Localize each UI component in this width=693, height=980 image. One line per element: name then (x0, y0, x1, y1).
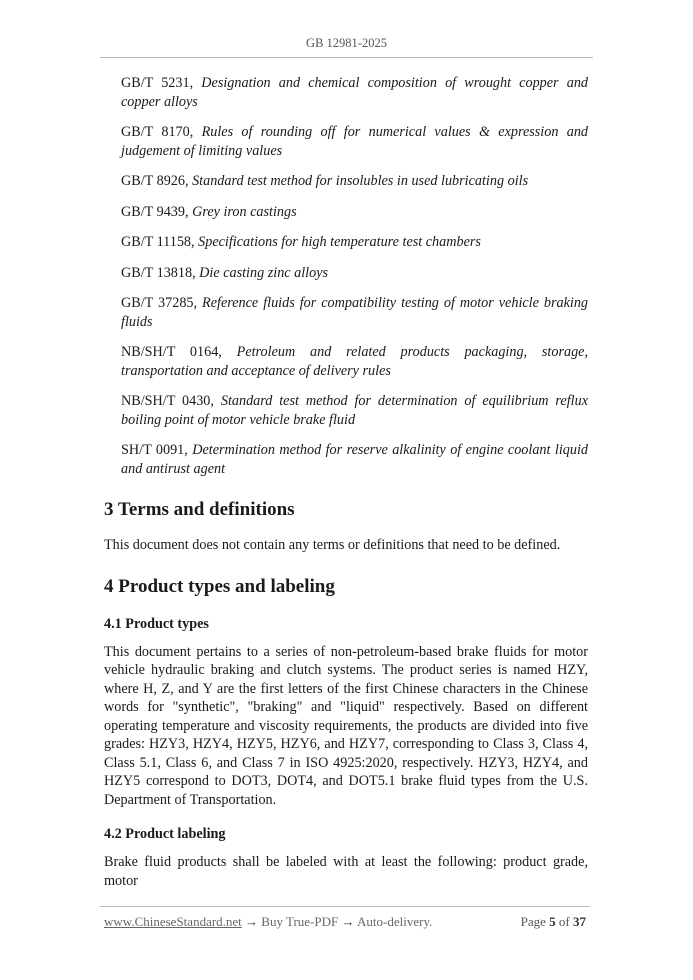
subsection-4-1-text: This document pertains to a series of non-petroleum-based brake fluids for motor vehicle hydraulic braking and clutch systems. The product series is named HZY, where H, Z, and Y are the first letters of the first Chinese characters in the Chinese words for "synthetic", "braking" and "liquid" respectively. Based on different operating temperature and viscosity requirements, the products are divided into five grades: HZY3, HZY4, HZY5, HZY6, and HZY7, corresponding to Class 3, Class 4, Class 5.1, Class 6, and Class 7 in ISO 4925:2020, respectively. HZY3, HZY4, and HZY5 correspond to DOT3, DOT4, and DOT5.1 brake fluid types from the U.S. Department of Transportation. (104, 643, 588, 808)
section-3-text: This document does not contain any terms or definitions that need to be defined. (104, 537, 561, 553)
subsection-4-2-heading: 4.2 Product labeling (104, 826, 226, 842)
reference-title: Standard test method for insolubles in used lubricating oils (192, 173, 529, 189)
reference-item (121, 123, 588, 160)
reference-title: Petroleum and related products packaging, storage, transportation and acceptance of delivery rules (121, 344, 589, 379)
page-content (104, 74, 588, 902)
reference-title: Grey iron castings (192, 203, 297, 220)
buy-pdf-text: Buy True-PDF (261, 914, 339, 929)
reference-item (121, 172, 588, 191)
page-number (521, 914, 586, 930)
reference-item (121, 264, 588, 283)
reference-code: GB/T 37285, (121, 295, 198, 311)
reference-title: Standard test method for determination of equilibrium reflux boiling point of motor vehicle brake fluid (121, 393, 588, 428)
reference-item (121, 233, 588, 252)
section-3-heading: 3 Terms and definitions (104, 499, 295, 520)
auto-delivery-text: Auto-delivery. (357, 914, 433, 929)
section-4-heading: 4 Product types and labeling (104, 575, 335, 597)
current-page: 5 (549, 914, 556, 929)
footer-divider (100, 906, 590, 907)
document-id: GB 12981-2025 (306, 36, 387, 50)
reference-title: Determination method for reserve alkalinity of engine coolant liquid and antirust agent (121, 442, 588, 477)
footer-links (104, 914, 432, 930)
reference-code: SH/T 0091, (121, 442, 188, 458)
reference-code: GB/T 13818, (121, 264, 196, 281)
reference-item (121, 392, 588, 429)
reference-item (121, 343, 588, 380)
page-header (0, 36, 693, 51)
reference-code: GB/T 11158, (121, 234, 195, 250)
reference-title: Designation and chemical composition of wrought copper and copper alloys (121, 75, 589, 110)
reference-code: GB/T 8926, (121, 173, 189, 189)
subsection-4-2-text: Brake fluid products shall be labeled with at least the following: product grade, motor (104, 854, 588, 889)
reference-code: NB/SH/T 0430, (121, 393, 214, 409)
subsection-4-1-heading: 4.1 Product types (104, 615, 209, 632)
site-link[interactable]: www.ChineseStandard.net (104, 914, 242, 929)
reference-title: Specifications for high temperature test chambers (198, 234, 481, 250)
of-label: of (558, 914, 570, 929)
reference-code: GB/T 5231, (121, 75, 194, 91)
page-label: Page (520, 914, 546, 929)
reference-item (121, 74, 588, 111)
reference-title: Die casting zinc alloys (199, 264, 329, 281)
reference-item (121, 441, 588, 478)
arrow-right-icon: → (341, 914, 355, 929)
arrow-right-icon: → (245, 914, 259, 929)
total-pages: 37 (573, 914, 586, 929)
reference-list (104, 74, 588, 478)
header-divider (100, 57, 593, 58)
reference-code: GB/T 9439, (121, 203, 189, 220)
reference-title: Rules of rounding off for numerical values & expression and judgement of limiting values (121, 124, 589, 159)
reference-title: Reference fluids for compatibility testing of motor vehicle braking fluids (121, 295, 589, 330)
reference-code: NB/SH/T 0164, (121, 344, 222, 360)
reference-item (121, 294, 588, 331)
reference-item (121, 203, 588, 222)
reference-code: GB/T 8170, (121, 124, 194, 140)
page-footer (104, 914, 586, 930)
